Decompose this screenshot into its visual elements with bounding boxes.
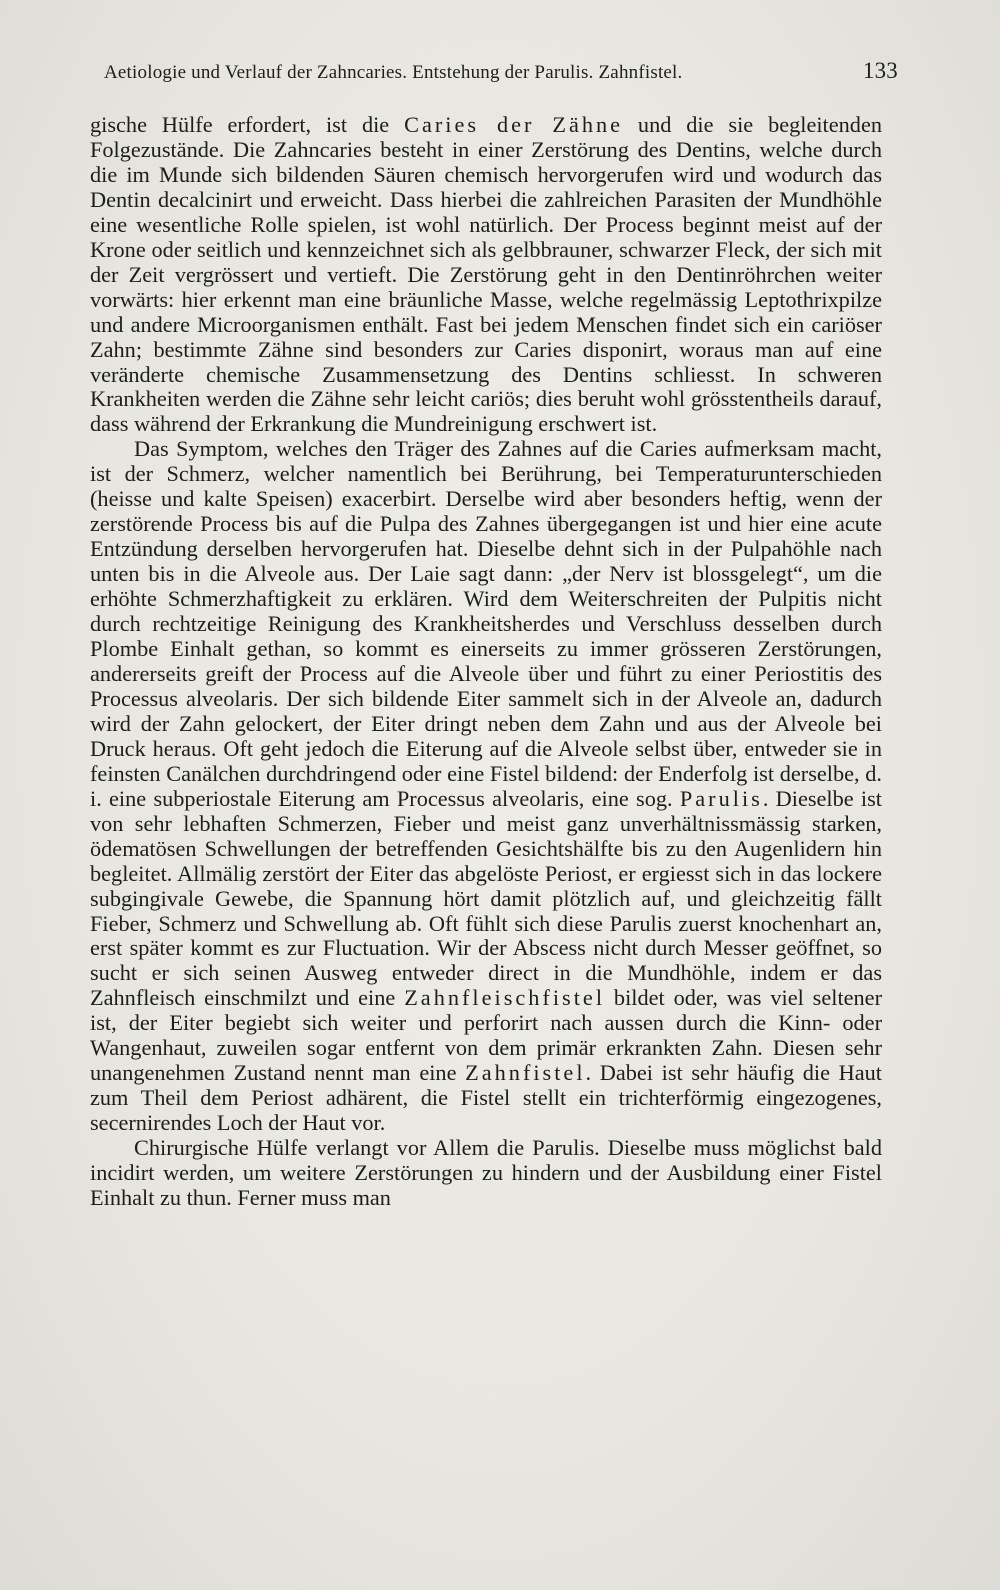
text-run: und die sie begleitenden Folgezustände. Die Zahncaries besteht in einer Zerstörung des Dentins, welche durch die im Munde sich bildenden Säuren chemisch hervorgerufen wird und wodurch das Dentin decalcinirt und erweicht. Dass hierbei die zahlreichen Parasiten der Mundhöhle eine wesentliche Rolle spielen, ist wohl natürlich. Der Process beginnt meist auf der Krone oder seitlich und kennzeichnet sich als gelbbrauner, schwarzer Fleck, der sich mit der Zeit vergrössert und vertieft. Die Zerstörung geht in den Dentinröhrchen weiter vorwärts: hier erkennt man eine bräunliche Masse, welche regelmässig Leptothrixpilze und andere Microorganismen enthält. Fast bei jedem Menschen findet sich ein cariöser Zahn; bestimmte Zähne sind besonders zur Caries disponirt, woraus man auf eine veränderte chemische Zusammensetzung des Dentins schliesst. In schweren Krankheiten werden die Zähne sehr leicht cariös; dies beruht wohl grösstentheils darauf, dass während der Erkrankung die Mundreinigung erschwert ist. — [90, 112, 882, 437]
paragraph — [90, 1136, 882, 1211]
page-number: 133 — [862, 58, 898, 83]
text-run: Das Symptom, welches den Träger des Zahnes auf die Caries aufmerksam macht, ist der Schmerz, welcher namentlich bei Berührung, bei Temperaturunterschieden (heisse und kalte Speisen) exacerbirt. Derselbe wird aber besonders heftig, wenn der zerstörende Process bis auf die Pulpa des Zahnes übergegangen ist und hier eine acute Entzündung derselben hervorgerufen hat. Dieselbe dehnt sich in der Pulpahöhle nach unten bis in die Alveole aus. Der Laie sagt dann: „der Nerv ist blossgelegt“, um die erhöhte Schmerzhaftigkeit zu erklären. Wird dem Weiterschreiten der Pulpitis nicht durch rechtzeitige Reinigung des Krankheitsherdes und Verschluss desselben durch Plombe Einhalt gethan, so kommt es einerseits zu immer grösseren Zerstörungen, andererseits greift der Process auf die Alveole über und führt zu einer Periostitis des Processus alveolaris. Der sich bildende Eiter sammelt sich in der Alveole an, dadurch wird der Zahn gelockert, der Eiter dringt neben dem Zahn und aus der Alveole bei Druck heraus. Oft geht jedoch die Eiterung auf die Alveole selbst über, entweder sie in feinsten Canälchen durchdringend oder eine Fistel bildend: der Enderfolg ist derselbe, d. i. eine subperiostale Eiterung am Processus alveolaris, eine sog. — [90, 436, 882, 811]
text-run: Chirurgische Hülfe verlangt vor Allem die Parulis. Dieselbe muss möglichst bald incidirt werden, um weitere Zerstörungen zu hindern und der Ausbildung einer Fistel Einhalt zu thun. Ferner muss man — [90, 1135, 882, 1210]
paragraph — [90, 437, 882, 1136]
spaced-term: Zahnfleischfistel — [404, 985, 606, 1011]
paragraph — [90, 113, 882, 437]
spaced-term: Zahnfistel — [465, 1060, 586, 1086]
text-run: gische Hülfe erfordert, ist die — [90, 112, 405, 137]
text-run: bildet oder, was viel seltener ist, der Eiter begiebt sich weiter und perforirt nach aussen durch die Kinn- oder Wangenhaut, zuweilen sogar entfernt von dem primär erkrankten Zahn. Diesen sehr unangenehmen Zustand nennt man eine — [90, 985, 882, 1086]
spaced-term: Caries der Zähne — [404, 112, 624, 137]
text-run: . Dieselbe ist von sehr lebhaften Schmerzen, Fieber und meist ganz unverhältnissmässig starken, ödematösen Schwellungen der betreffenden Gesichtshälfte bis zu den Augenlidern hin begleitet. Allmälig zerstört der Eiter das abgelöste Periost, er ergiesst sich in das lockere subgingivale Gewebe, die Spannung hört damit plötzlich auf, und gleichzeitig fällt Fieber, Schmerz und Schwellung ab. Oft fühlt sich diese Parulis zuerst knochenhart an, erst später kommt es zur Fluctuation. Wir der Abscess nicht durch Messer geöffnet, so sucht er sich seinen Ausweg entweder direct in die Mundhöhle, indem er das Zahnfleisch einschmilzt und eine — [90, 785, 882, 1011]
body-text — [90, 113, 882, 1211]
text-run: . Dabei ist sehr häufig die Haut zum Theil dem Periost adhärent, die Fistel stellt ein trichterförmig eingezogenes, secernirendes Loch der Haut vor. — [90, 1060, 883, 1136]
running-title: Aetiologie und Verlauf der Zahncaries. Entstehung der Parulis. Zahnfistel. — [104, 62, 683, 83]
spaced-term: Parulis — [679, 785, 763, 811]
running-header — [104, 58, 898, 88]
